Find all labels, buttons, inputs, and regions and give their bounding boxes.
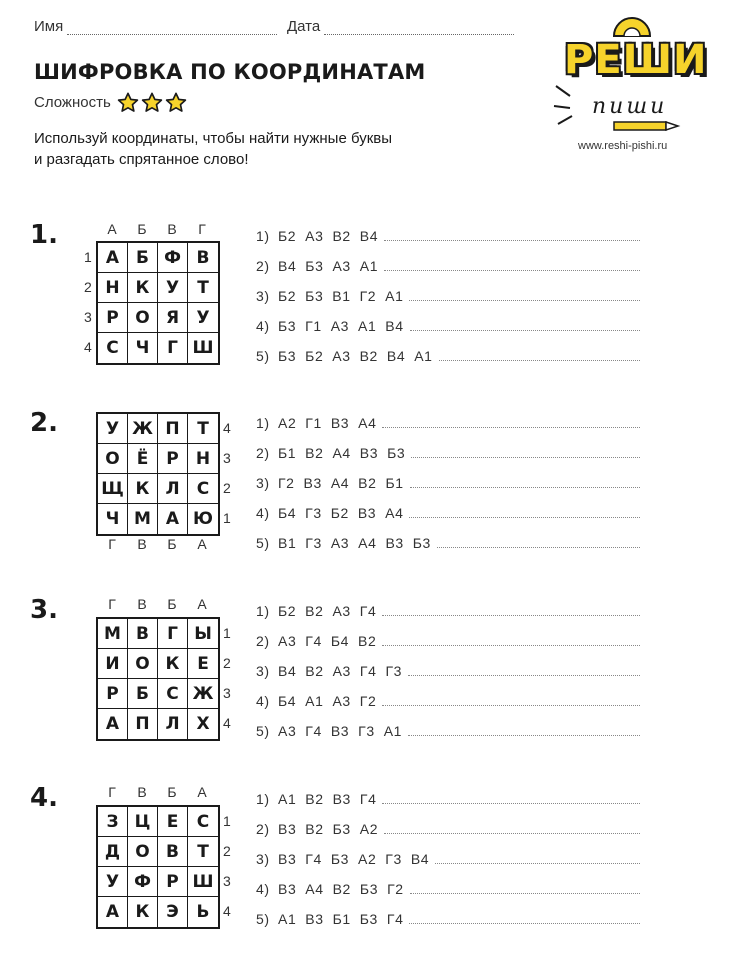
task-number: 1) <box>256 603 270 619</box>
grid-cell: Ч <box>128 333 158 363</box>
grid-cell: С <box>188 474 218 504</box>
row-label: 3 <box>223 450 231 466</box>
grid-cell: О <box>128 649 158 679</box>
exercise-number: 4. <box>30 783 58 813</box>
grid-cell: Ю <box>193 509 213 529</box>
difficulty <box>34 92 187 113</box>
task-number: 3) <box>256 851 270 867</box>
grid-cell: У <box>98 414 128 444</box>
answer-line[interactable] <box>411 447 640 458</box>
grid-cell: О <box>128 837 158 867</box>
grid-cell: Б <box>128 243 158 273</box>
task-number: 2) <box>256 258 270 274</box>
task-code: В3 А4 В2 Б3 Г2 <box>278 881 404 897</box>
grid-cell: М <box>98 619 128 649</box>
task-code: Б4 А1 А3 Г2 <box>278 693 377 709</box>
grid-cell: Ж <box>128 414 158 444</box>
answer-line[interactable] <box>439 350 640 361</box>
name-label: Имя <box>34 18 64 35</box>
grid-cell: Ь <box>196 902 210 922</box>
task-code: А3 Г4 Б4 В2 <box>278 633 377 649</box>
answer-line[interactable] <box>382 793 640 804</box>
page-title: ШИФРОВКА ПО КООРДИНАТАМ <box>34 60 426 84</box>
row-label: 1 <box>223 510 231 526</box>
grid-cell: Щ <box>98 474 128 504</box>
grid-cell: Ф <box>128 867 158 897</box>
task-code: А2 Г1 В3 А4 <box>278 415 377 431</box>
task-code: Б2 А3 В2 В4 <box>278 228 379 244</box>
pencil-icon <box>612 120 682 132</box>
answer-line[interactable] <box>384 823 640 834</box>
column-label: Г <box>108 596 116 612</box>
column-label: Б <box>167 596 177 612</box>
answer-line[interactable] <box>382 695 640 706</box>
grid-cell: А <box>98 243 128 273</box>
answer-line[interactable] <box>409 507 640 518</box>
task-number: 5) <box>256 348 270 364</box>
grid-cell: Е <box>188 649 218 679</box>
task-number: 4) <box>256 693 270 709</box>
task-row <box>256 867 640 897</box>
grid-cell: У <box>158 273 188 303</box>
date-label: Дата <box>287 18 321 35</box>
grid-cell: И <box>98 649 128 679</box>
answer-line[interactable] <box>410 320 640 331</box>
grid-cell: Ц <box>128 807 158 837</box>
column-label: А <box>107 221 117 237</box>
row-label: 4 <box>223 420 231 436</box>
grid-cell: Г <box>158 333 188 363</box>
row-labels <box>223 806 231 926</box>
burst-lines-icon <box>552 76 582 136</box>
row-labels <box>84 242 92 362</box>
task-row <box>256 431 640 461</box>
task-number: 1) <box>256 228 270 244</box>
task-number: 1) <box>256 791 270 807</box>
task-row <box>256 401 640 431</box>
task-code: Б2 Б3 В1 Г2 А1 <box>278 288 404 304</box>
task-row <box>256 244 640 274</box>
column-labels <box>97 536 219 552</box>
grid-cell: Р <box>98 679 128 709</box>
column-label: А <box>197 784 207 800</box>
task-list <box>256 777 640 927</box>
task-list <box>256 589 640 739</box>
grid-cell: Н <box>98 273 128 303</box>
grid-cell: Б <box>128 679 158 709</box>
task-number: 2) <box>256 633 270 649</box>
task-code: А3 Г4 В3 Г3 А1 <box>278 723 403 739</box>
grid-cell: Л <box>158 709 188 739</box>
answer-line[interactable] <box>384 260 640 271</box>
answer-line[interactable] <box>409 913 640 924</box>
site-url[interactable]: www.reshi-pishi.ru <box>578 140 668 152</box>
grid-cell: Р <box>98 303 128 333</box>
answer-line[interactable] <box>408 665 640 676</box>
column-labels <box>97 784 219 800</box>
grid-cell: Т <box>188 837 218 867</box>
grid-cell: В <box>188 243 218 273</box>
task-row <box>256 589 640 619</box>
answer-line[interactable] <box>437 537 640 548</box>
grid-cell: П <box>128 709 158 739</box>
task-row <box>256 709 640 739</box>
grid-cell: Ш <box>188 867 218 897</box>
grid-cell: Е <box>158 807 188 837</box>
task-number: 3) <box>256 475 270 491</box>
answer-line[interactable] <box>408 725 640 736</box>
grid-cell: Ж <box>188 679 218 709</box>
grid-cell: В <box>158 837 188 867</box>
grid-cell: З <box>98 807 128 837</box>
task-code: В1 Г3 А3 А4 В3 Б3 <box>278 535 431 551</box>
task-code: Б1 В2 А4 В3 Б3 <box>278 445 406 461</box>
task-number: 2) <box>256 821 270 837</box>
task-code: В4 В2 А3 Г4 Г3 <box>278 663 403 679</box>
column-labels <box>97 221 219 237</box>
row-label: 4 <box>223 715 231 731</box>
letter-grid <box>96 617 220 741</box>
grid-cell: В <box>128 619 158 649</box>
task-code: А1 В3 Б1 Б3 Г4 <box>278 911 404 927</box>
grid-cell: С <box>158 679 188 709</box>
date-field[interactable] <box>287 18 514 35</box>
task-number: 3) <box>256 663 270 679</box>
grid-cell: Т <box>188 414 218 444</box>
grid-cell: Р <box>158 867 188 897</box>
row-labels <box>223 618 231 738</box>
task-row <box>256 679 640 709</box>
instruction-line-2: и разгадать спрятанное слово! <box>34 151 249 168</box>
task-number: 4) <box>256 881 270 897</box>
grid-cell: К <box>128 273 158 303</box>
grid-cell: К <box>128 897 158 927</box>
grid-cell: Ш <box>192 338 214 358</box>
row-label: 2 <box>223 655 231 671</box>
exercise-number: 1. <box>30 220 58 250</box>
column-label: Б <box>137 221 147 237</box>
task-row <box>256 649 640 679</box>
task-code: Б3 Г1 А3 А1 В4 <box>278 318 404 334</box>
grid-cell: Р <box>158 444 188 474</box>
letter-grid <box>96 412 220 536</box>
grid-cell: Ы <box>188 619 218 649</box>
column-label: В <box>137 596 147 612</box>
task-row <box>256 214 640 244</box>
column-label: Г <box>108 784 116 800</box>
row-label: 3 <box>84 309 92 325</box>
exercise-number: 2. <box>30 408 58 438</box>
grid-cell: Ё <box>128 444 158 474</box>
task-code: В3 В2 Б3 А2 <box>278 821 379 837</box>
grid-cell: Ф <box>158 243 188 273</box>
name-field[interactable] <box>34 18 277 35</box>
grid-cell: М <box>128 504 158 534</box>
grid-cell: У <box>188 303 218 333</box>
answer-line[interactable] <box>409 290 640 301</box>
task-code: В3 Г4 Б3 А2 Г3 В4 <box>278 851 430 867</box>
grid-cell: О <box>128 303 158 333</box>
logo <box>552 16 712 156</box>
task-number: 3) <box>256 288 270 304</box>
row-label: 1 <box>223 813 231 829</box>
star-icon <box>165 92 187 113</box>
grid-cell: К <box>158 649 188 679</box>
grid-cell: Ч <box>98 504 128 534</box>
task-code: Б4 Г3 Б2 В3 А4 <box>278 505 404 521</box>
task-row <box>256 807 640 837</box>
task-row <box>256 897 640 927</box>
row-label: 2 <box>223 843 231 859</box>
letter-grid <box>96 805 220 929</box>
logo-sub: пиши <box>592 94 668 119</box>
name-line[interactable] <box>67 20 277 35</box>
row-labels <box>223 413 231 533</box>
grid-cell: А <box>98 897 128 927</box>
row-label: 4 <box>223 903 231 919</box>
column-label: Г <box>198 221 206 237</box>
answer-line[interactable] <box>382 605 640 616</box>
row-label: 3 <box>223 873 231 889</box>
letter-grid <box>96 241 220 365</box>
task-list <box>256 214 640 364</box>
row-label: 3 <box>223 685 231 701</box>
difficulty-label: Сложность <box>34 94 111 111</box>
grid-cell: А <box>98 709 128 739</box>
grid-cell: С <box>98 333 128 363</box>
answer-line[interactable] <box>384 230 640 241</box>
answer-line[interactable] <box>382 635 640 646</box>
grid-cell: Л <box>158 474 188 504</box>
task-number: 5) <box>256 723 270 739</box>
grid-cell: У <box>98 867 128 897</box>
column-label: В <box>137 784 147 800</box>
task-number: 1) <box>256 415 270 431</box>
row-label: 1 <box>84 249 92 265</box>
exercise-number: 3. <box>30 595 58 625</box>
task-row <box>256 274 640 304</box>
task-list <box>256 401 640 551</box>
task-code: В4 Б3 А3 А1 <box>278 258 379 274</box>
grid-cell: Г <box>158 619 188 649</box>
instruction-line-1: Используй координаты, чтобы найти нужные буквы <box>34 130 393 147</box>
column-label: А <box>197 596 207 612</box>
column-label: Г <box>108 536 116 552</box>
grid-cell: Н <box>188 444 218 474</box>
difficulty-stars <box>117 92 187 113</box>
column-label: В <box>137 536 147 552</box>
task-row <box>256 619 640 649</box>
date-line[interactable] <box>324 20 514 35</box>
answer-line[interactable] <box>382 417 640 428</box>
column-label: Б <box>167 784 177 800</box>
task-number: 4) <box>256 318 270 334</box>
row-label: 2 <box>223 480 231 496</box>
column-label: В <box>167 221 177 237</box>
task-number: 5) <box>256 535 270 551</box>
row-label: 2 <box>84 279 92 295</box>
task-number: 5) <box>256 911 270 927</box>
answer-line[interactable] <box>410 883 640 894</box>
task-number: 2) <box>256 445 270 461</box>
logo-word: РЕШИ <box>564 37 708 83</box>
grid-cell: Э <box>158 897 188 927</box>
grid-cell: Я <box>158 303 188 333</box>
star-icon <box>141 92 163 113</box>
answer-line[interactable] <box>410 477 640 488</box>
row-label: 1 <box>223 625 231 641</box>
task-row <box>256 491 640 521</box>
task-code: А1 В2 В3 Г4 <box>278 791 377 807</box>
task-code: Б2 В2 А3 Г4 <box>278 603 377 619</box>
column-label: А <box>197 536 207 552</box>
grid-cell: Т <box>188 273 218 303</box>
protractor-icon <box>612 16 652 38</box>
grid-cell: С <box>188 807 218 837</box>
grid-cell: Х <box>196 714 210 734</box>
task-row <box>256 304 640 334</box>
grid-cell: К <box>128 474 158 504</box>
task-row <box>256 521 640 551</box>
column-labels <box>97 596 219 612</box>
answer-line[interactable] <box>435 853 640 864</box>
grid-cell: П <box>158 414 188 444</box>
grid-cell: О <box>98 444 128 474</box>
grid-cell: А <box>158 504 188 534</box>
task-number: 4) <box>256 505 270 521</box>
task-row <box>256 334 640 364</box>
star-icon <box>117 92 139 113</box>
instruction <box>34 128 392 170</box>
grid-cell: Д <box>98 837 128 867</box>
row-label: 4 <box>84 339 92 355</box>
task-code: Г2 В3 А4 В2 Б1 <box>278 475 404 491</box>
task-row <box>256 837 640 867</box>
task-code: Б3 Б2 А3 В2 В4 А1 <box>278 348 433 364</box>
task-row <box>256 777 640 807</box>
task-row <box>256 461 640 491</box>
column-label: Б <box>167 536 177 552</box>
